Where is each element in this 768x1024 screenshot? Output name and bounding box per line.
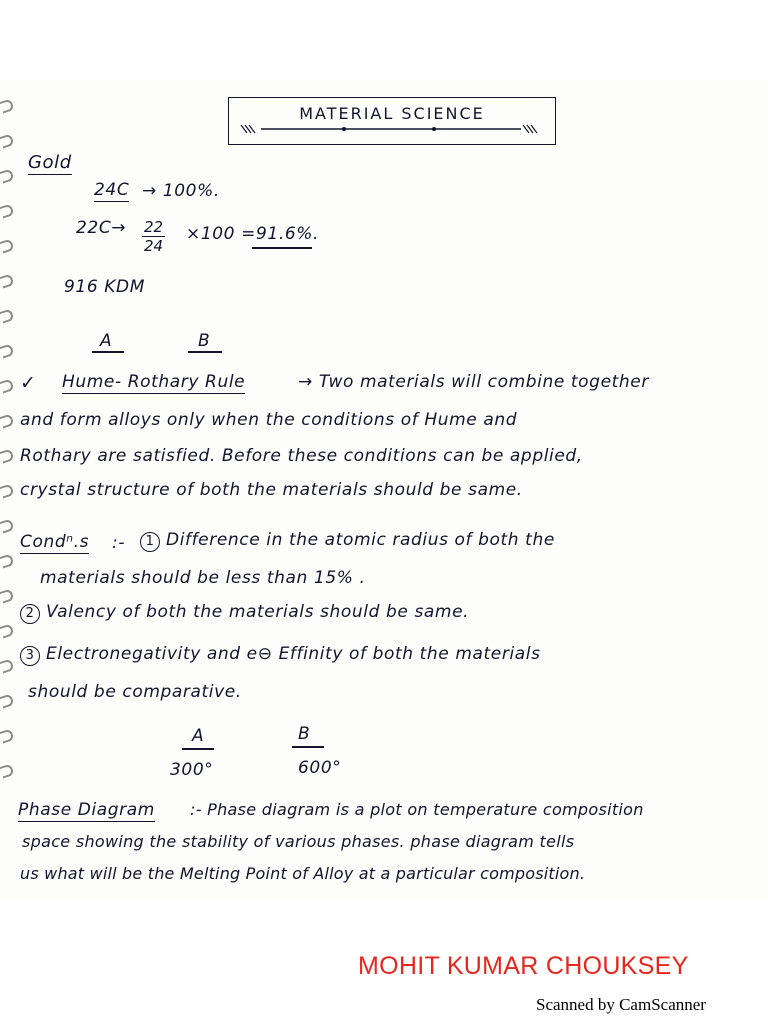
hume-rothary-label: Hume- Rothary Rule xyxy=(62,372,246,392)
b-bottom-underline xyxy=(292,746,324,748)
condition-2-text: Valency of both the materials should be same. xyxy=(46,602,470,622)
condition-3-number: 3 xyxy=(20,646,40,666)
a-top-underline xyxy=(92,351,124,353)
hume-line-4: crystal structure of both the materials should be same. xyxy=(20,480,523,500)
phase-line-3: us what will be the Melting Point of Alloy at a particular composition. xyxy=(20,864,586,883)
label-a-top: A xyxy=(100,331,113,351)
condition-2-number: 2 xyxy=(20,604,40,624)
condition-3-line-2: should be comparative. xyxy=(28,682,242,702)
gold-multiplier: ×100 = xyxy=(186,224,256,244)
check-mark: ✓ xyxy=(20,372,37,394)
author-watermark: MOHIT KUMAR CHOUKSEY xyxy=(358,952,689,980)
value-b-bottom: 600° xyxy=(298,758,342,778)
b-top-underline xyxy=(188,351,222,353)
fraction-numerator: 22 xyxy=(144,218,164,236)
value-a-bottom: 300° xyxy=(170,760,214,780)
label-a-bottom: A xyxy=(192,726,205,746)
conditions-separator: :- xyxy=(112,533,126,553)
gold-karat-22: 22C→ xyxy=(76,218,127,238)
title-underline-decoration xyxy=(239,124,539,134)
result-double-underline xyxy=(252,247,312,249)
scanner-credit: Scanned by CamScanner xyxy=(536,995,706,1014)
gold-purity-24: → 100%. xyxy=(142,181,220,201)
condition-1 xyxy=(140,530,555,552)
condition-2 xyxy=(20,602,469,624)
condition-1-line-2: materials should be less than 15% . xyxy=(40,568,366,588)
phase-diagram-label: Phase Diagram xyxy=(18,800,155,820)
hume-line-3: Rothary are satisfied. Before these conditions can be applied, xyxy=(20,446,583,466)
gold-result: 91.6%. xyxy=(256,224,320,244)
hume-line-1: → Two materials will combine together xyxy=(298,372,649,392)
page-title: MATERIAL SCIENCE xyxy=(299,104,485,123)
label-b-top: B xyxy=(198,331,211,351)
gold-fraction xyxy=(142,218,165,255)
fraction-denominator: 24 xyxy=(144,237,164,255)
gold-karat-24: 24C xyxy=(94,180,130,200)
a-bottom-underline xyxy=(182,748,214,750)
label-b-bottom: B xyxy=(298,724,311,744)
condition-1-number: 1 xyxy=(140,532,160,552)
spiral-binding xyxy=(0,90,16,790)
conditions-label: Condⁿ.s xyxy=(20,532,90,552)
gold-kdm: 916 KDM xyxy=(64,277,145,297)
hume-line-2: and form alloys only when the conditions of Hume and xyxy=(20,410,518,430)
condition-1-text: Difference in the atomic radius of both the xyxy=(166,530,555,550)
title-box xyxy=(228,97,556,145)
condition-3-text: Electronegativity and e⊖ Effinity of both the materials xyxy=(46,644,541,664)
phase-line-1: :- Phase diagram is a plot on temperature composition xyxy=(190,800,644,819)
phase-line-2: space showing the stability of various phases. phase diagram tells xyxy=(22,832,575,851)
condition-3 xyxy=(20,644,541,666)
gold-heading: Gold xyxy=(28,152,72,173)
